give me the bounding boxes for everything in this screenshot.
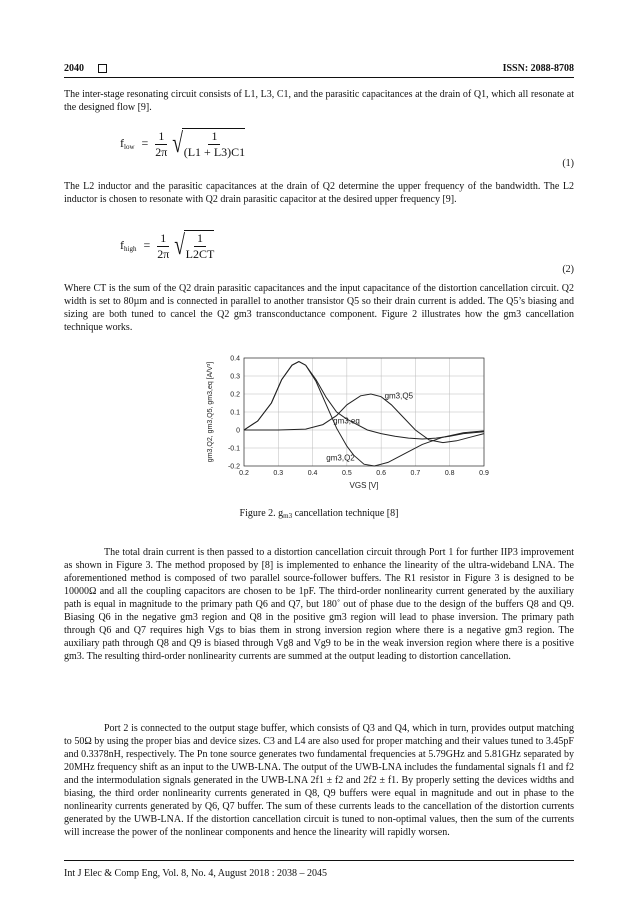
eq1-lhs: f bbox=[120, 135, 124, 150]
x-tick-label: 0.7 bbox=[410, 470, 421, 477]
eq1-number: (1) bbox=[562, 158, 574, 169]
eq1-radicand bbox=[182, 128, 245, 160]
x-tick-label: 0.2 bbox=[239, 470, 249, 477]
x-axis-label: VGS [V] bbox=[349, 481, 379, 490]
figure-caption bbox=[0, 508, 638, 520]
x-tick-label: 0.8 bbox=[444, 470, 455, 477]
x-tick-label: 0.5 bbox=[341, 470, 352, 477]
eq2-num: 1 bbox=[157, 231, 169, 247]
page-number: 2040 bbox=[64, 62, 84, 74]
series-line-gm3-q2 bbox=[244, 362, 484, 466]
eq1-rad-num: 1 bbox=[208, 129, 220, 145]
y-tick-label: 0.2 bbox=[230, 391, 240, 399]
footer-rule bbox=[64, 860, 574, 861]
paragraph-2: The L2 inductor and the parasitic capacitances at the drain of Q2 determine the upper frequency of the bandwidth. The L2 inductor is chosen to resonate with Q2 drain parasitic capacitor at the desired upper frequency [9]. bbox=[64, 181, 574, 205]
eq1-den: 2π bbox=[155, 144, 168, 159]
series-line-gm3-eq bbox=[244, 362, 484, 439]
caption-sub: m3 bbox=[283, 512, 293, 520]
series-label: gm3,Q2 bbox=[326, 453, 355, 463]
eq2-fraction bbox=[157, 231, 169, 262]
eq2-lhs-sub: high bbox=[124, 244, 137, 253]
eq2-rad-num: 1 bbox=[194, 231, 206, 247]
equals-sign: = bbox=[141, 135, 149, 150]
equals-sign: = bbox=[143, 237, 151, 252]
plot-area bbox=[207, 356, 489, 491]
y-tick-label: 0.4 bbox=[230, 355, 240, 363]
page-header bbox=[64, 60, 574, 76]
gm3-chart bbox=[200, 352, 490, 497]
eq1-sqrt bbox=[170, 128, 245, 160]
series-label: gm3,eq bbox=[333, 416, 360, 426]
caption-prefix: Figure 2. g bbox=[239, 508, 284, 519]
issn: ISSN: 2088-8708 bbox=[502, 62, 574, 74]
caption-suffix: cancellation technique [8] bbox=[292, 508, 399, 519]
x-tick-label: 0.6 bbox=[376, 470, 387, 477]
paragraph-5: Port 2 is connected to the output stage buffer, which consists of Q3 and Q4, which in turn, provides output matching to 50Ω by using the proper bias and device sizes. C3 and L4 are also used for proper matching and their values tuned to 3.45pF and 0.3378nH, respectively. The Pn tone source generates two fundamental frequencies at 5.79GHz and 5.81GHz separated by 20MHz frequency shift as an input to the UWB-LNA. The output of the UWB-LNA includes the fundamental signals f1 and f2 and the intermodulation signals generated in the UWB-LNA 2f1 ± f2 and 2f2 ± f1. By properly setting the devices widths and biasing, the third order nonlinearity currents generated in Q8, Q9 buffers were equal in magnitude and out in phase to the nonlinearity currents generated by Q6, Q7 buffer. The sum of these currents leads to the cancellation of the distortion currents generated by the UWB-LNA. If the distortion cancellation circuit is tuned to non-optimal values, then the sum of the currents will increase the power of the nonlinear components and hence the linearity will rapidly worsen. bbox=[64, 723, 574, 838]
y-tick-label: 0.1 bbox=[230, 409, 240, 417]
eq1-lhs-sub: low bbox=[124, 142, 135, 151]
equation-1 bbox=[120, 128, 245, 160]
x-tick-label: 0.3 bbox=[273, 470, 284, 477]
footer: Int J Elec & Comp Eng, Vol. 8, No. 4, August 2018 : 2038 – 2045 bbox=[64, 868, 327, 879]
paragraph-1: The inter-stage resonating circuit consists of L1, L3, C1, and the parasitic capacitances at the drain of Q1, which all resonate at the designed flow [9]. bbox=[64, 89, 574, 113]
x-tick-label: 0.4 bbox=[307, 470, 318, 477]
y-tick-label: 0.3 bbox=[230, 373, 240, 381]
paragraph-4: The total drain current is then passed to a distortion cancellation circuit through Port 1 for further IIP3 improvement as shown in Figure 3. The method proposed by [8] is implemented to enhance the linearity of the ultra-wideband LNA. The aforementioned method is composed of two parallel source-follower buffers. The R1 resistor in Figure 3 is designed to be 10000Ω and all the coupling capacitors are chosen to be 1pF. The third-order nonlinearity current generated by the auxiliary path is equal in magnitude to the primary path Q6 and Q7, but 180˚ out of phase due to the design of the buffers Q8 and Q9. Biasing Q6 in the negative gm3 region and Q8 in the positive gm3 region will lead to phase inversion. The primary path through Q6 and Q7 requires high Vgs to bias them in strong inversion region where there is a negative gm3 region. The auxiliary path through Q8 and Q9 is biased through Vg8 and Vg9 to be in the weak inversion region where there is a positive gm3. The resulting third-order nonlinearity currents are summed at the output leading to distortion cancellation. bbox=[64, 547, 574, 662]
eq2-den: 2π bbox=[157, 246, 170, 261]
eq1-rad-den: (L1 + L3)C1 bbox=[183, 145, 246, 159]
x-tick-label: 0.9 bbox=[479, 470, 489, 477]
equation-2 bbox=[120, 230, 214, 262]
header-left bbox=[64, 63, 107, 74]
eq2-lhs: f bbox=[120, 237, 124, 252]
series-label: gm3,Q5 bbox=[384, 391, 414, 401]
y-tick-label: -0.2 bbox=[227, 463, 240, 471]
eq1-fraction bbox=[155, 129, 167, 160]
header-rule bbox=[64, 77, 574, 78]
eq2-radicand bbox=[184, 230, 215, 262]
series-line-gm3-q5 bbox=[244, 391, 484, 443]
eq2-number: (2) bbox=[562, 264, 574, 275]
radical-sign: √ bbox=[172, 128, 184, 159]
eq2-sqrt bbox=[172, 230, 214, 262]
paragraph-3: Where CT is the sum of the Q2 drain parasitic capacitances and the input capacitance of the distortion cancellation circuit. Q2 width is set to 80µm and is connected in parallel to another transistor Q5 so their drain current is added. The Q5’s biasing and sizing are both tuned to cancel the Q2 gm3 transconductance component. Figure 2 illustrates how the gm3 cancellation technique works. bbox=[64, 283, 574, 333]
eq2-rad-den: L2CT bbox=[185, 247, 215, 261]
y-tick-label: 0 bbox=[236, 427, 240, 435]
y-axis-label: gm3,Q2, gm3,Q5, gm3,eq [A/V³] bbox=[207, 361, 214, 463]
y-tick-label: -0.1 bbox=[227, 445, 240, 453]
eq1-num: 1 bbox=[155, 129, 167, 145]
radical-sign: √ bbox=[174, 230, 186, 261]
checkbox-square-icon bbox=[98, 64, 107, 73]
